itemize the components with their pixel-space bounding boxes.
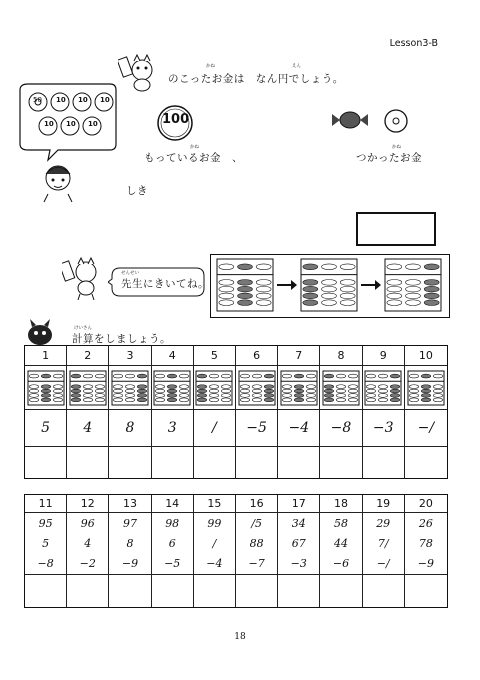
- abacus-cell: [278, 366, 320, 410]
- ten-coin-label-4: 10: [44, 120, 54, 128]
- hundred-coin-label: 100: [162, 112, 190, 127]
- ten-coin-label-3: 10: [100, 96, 110, 104]
- spent-money-label: つかったお金: [356, 152, 422, 164]
- handwritten-value: 29: [363, 513, 405, 533]
- answer-cell[interactable]: [363, 447, 405, 478]
- problem-number: 20: [405, 495, 447, 513]
- problem-number: 18: [320, 495, 362, 513]
- answer-cell[interactable]: [320, 575, 362, 607]
- handwritten-value: 5: [25, 533, 67, 553]
- instruction-ruby: けいさん: [74, 326, 92, 331]
- answer-cell[interactable]: [194, 447, 236, 478]
- abacus-cell: [194, 366, 236, 410]
- ten-coin-label-2: 10: [78, 96, 88, 104]
- shiki-label: しき: [126, 185, 148, 197]
- handwritten-value: 4: [67, 410, 109, 447]
- cat-character-icon: [118, 52, 158, 92]
- answer-cell[interactable]: [278, 575, 320, 607]
- answer-cell[interactable]: [405, 447, 447, 478]
- answer-cell[interactable]: [320, 447, 362, 478]
- answer-cell[interactable]: [236, 447, 278, 478]
- problem-number: 1: [25, 346, 67, 366]
- handwritten-value: 34: [278, 513, 320, 533]
- abacus-cell: [405, 366, 447, 410]
- ten-coin-label-5: 10: [66, 120, 76, 128]
- answer-cell[interactable]: [109, 575, 151, 607]
- handwritten-value: −8: [320, 410, 362, 447]
- problem-number: 9: [363, 346, 405, 366]
- abacus-example-box: [210, 254, 450, 318]
- answer-cell[interactable]: [25, 575, 67, 607]
- page-number: 18: [234, 632, 246, 642]
- teacher-ruby: せんせい: [121, 271, 139, 276]
- abacus-icon: [196, 371, 232, 405]
- handwritten-value: −6: [320, 553, 362, 575]
- handwritten-value: 6: [152, 533, 194, 553]
- handwritten-value: −7: [236, 553, 278, 575]
- handwritten-value: 26: [418, 516, 433, 530]
- comma-mark: 、: [232, 152, 243, 164]
- answer-cell[interactable]: [152, 575, 194, 607]
- handwritten-value: −2: [67, 553, 109, 575]
- lesson-label: Lesson3-B: [389, 38, 438, 49]
- problem-number: 6: [236, 346, 278, 366]
- handwritten-value: 3: [152, 410, 194, 447]
- handwritten-value: 4: [67, 533, 109, 553]
- handwritten-value: 67: [278, 533, 320, 553]
- problem-number: 11: [25, 495, 67, 513]
- abacus-icon: [239, 371, 275, 405]
- abacus-icon: [70, 371, 106, 405]
- ruby-en: えん: [292, 64, 301, 69]
- abacus-cell: [25, 366, 67, 410]
- abacus-icon: [28, 371, 64, 405]
- problem-number: 13: [109, 495, 151, 513]
- handwritten-value: 99: [194, 513, 236, 533]
- handwritten-value: −/: [405, 410, 447, 447]
- answer-cell[interactable]: [109, 447, 151, 478]
- abacus-icon: [301, 259, 357, 311]
- handwritten-value: 7/: [363, 533, 405, 553]
- problem-number: 8: [320, 346, 362, 366]
- abacus-icon: [385, 259, 441, 311]
- problem-number: 5: [194, 346, 236, 366]
- answer-cell[interactable]: [67, 447, 109, 478]
- handwritten-value: 95: [25, 513, 67, 533]
- handwritten-value: −9: [405, 553, 447, 575]
- have-money-label: もっているお金: [144, 152, 221, 164]
- handwritten-value: −5: [152, 553, 194, 575]
- ask-teacher-text: 先生にきいてね。: [121, 278, 209, 290]
- handwritten-value: −9: [109, 553, 151, 575]
- answer-cell[interactable]: [405, 575, 447, 607]
- abacus-cell: [109, 366, 151, 410]
- handwritten-value: 97: [109, 513, 151, 533]
- abacus-icon: [154, 371, 190, 405]
- arrow-head-icon: [291, 280, 297, 290]
- child-character-icon: [38, 160, 78, 204]
- handwritten-value: 98: [152, 513, 194, 533]
- abacus-cell: [236, 366, 278, 410]
- handwritten-value: 58: [320, 513, 362, 533]
- problem-number: 12: [67, 495, 109, 513]
- problem-number: 17: [278, 495, 320, 513]
- ten-coin-label: 10: [56, 96, 66, 104]
- handwritten-value: −8: [25, 553, 67, 575]
- handwritten-value: −4: [194, 553, 236, 575]
- problem-number: 10: [405, 346, 447, 366]
- problem-number: 2: [67, 346, 109, 366]
- abacus-icon: [323, 371, 359, 405]
- fifty-coin-label: 50: [33, 96, 42, 104]
- abacus-cell: [152, 366, 194, 410]
- answer-cell[interactable]: [194, 575, 236, 607]
- have-ruby: かね: [190, 145, 199, 150]
- problem-number: 15: [194, 495, 236, 513]
- answer-box[interactable]: [356, 212, 436, 246]
- handwritten-value: 5: [25, 410, 67, 447]
- handwritten-value: 8: [109, 410, 151, 447]
- problem-table-2: [24, 494, 448, 608]
- handwritten-value: −/: [363, 553, 405, 575]
- handwritten-value: /: [194, 533, 236, 553]
- abacus-cell: [67, 366, 109, 410]
- handwritten-value: 88: [236, 533, 278, 553]
- abacus-cell: [363, 366, 405, 410]
- ten-coin-label-6: 10: [88, 120, 98, 128]
- problem-number: 7: [278, 346, 320, 366]
- abacus-icon: [281, 371, 317, 405]
- answer-cell[interactable]: [25, 447, 67, 478]
- answer-cell[interactable]: [236, 575, 278, 607]
- handwritten-value: −4: [278, 410, 320, 447]
- handwritten-value: −3: [278, 553, 320, 575]
- arrow-head-icon: [375, 280, 381, 290]
- handwritten-value: 78: [418, 536, 433, 550]
- problem-number: 16: [236, 495, 278, 513]
- abacus-icon: [408, 371, 444, 405]
- problem-number: 19: [363, 495, 405, 513]
- abacus-icon: [365, 371, 401, 405]
- black-cat-icon: [18, 315, 62, 347]
- abacus-icon: [217, 259, 273, 311]
- answer-cell[interactable]: [363, 575, 405, 607]
- handwritten-value: 8: [109, 533, 151, 553]
- cat-character-icon-2: [62, 256, 102, 300]
- abacus-icon: [112, 371, 148, 405]
- problem-number: 3: [109, 346, 151, 366]
- handwritten-value: 44: [320, 533, 362, 553]
- spent-ruby: かね: [392, 145, 401, 150]
- problem-number: 14: [152, 495, 194, 513]
- ruby-kane: かね: [206, 64, 215, 69]
- handwritten-value: −5: [236, 410, 278, 447]
- abacus-cell: [320, 366, 362, 410]
- handwritten-value: /: [194, 410, 236, 447]
- problem-table-1: [24, 345, 448, 479]
- answer-cell[interactable]: [278, 447, 320, 478]
- answer-cell[interactable]: [152, 447, 194, 478]
- candy-and-coin-icon: [330, 108, 410, 134]
- handwritten-value: 96: [67, 513, 109, 533]
- answer-cell[interactable]: [67, 575, 109, 607]
- problem-number: 4: [152, 346, 194, 366]
- handwritten-value: /5: [236, 513, 278, 533]
- question-text: のこったお金は なん円でしょう。: [168, 73, 344, 85]
- instruction-text: 計算をしましょう。: [72, 333, 171, 345]
- handwritten-value: −3: [363, 410, 405, 447]
